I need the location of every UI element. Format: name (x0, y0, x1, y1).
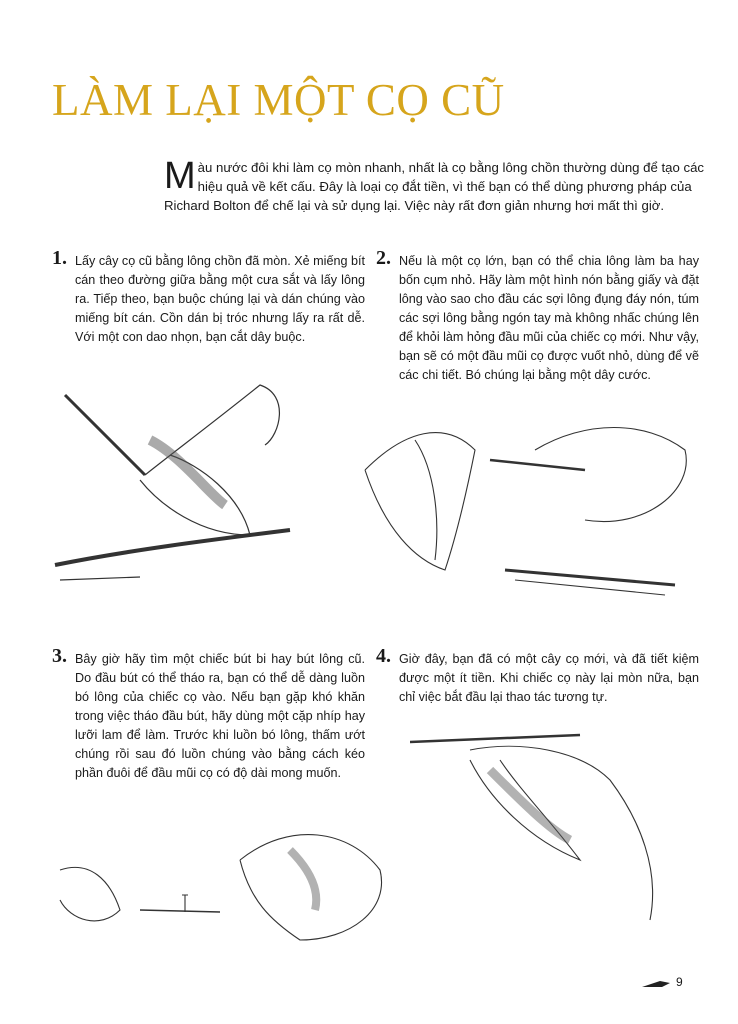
intro-paragraph (164, 155, 709, 215)
step-3 (52, 645, 365, 783)
step-4 (376, 645, 699, 707)
page-ornament-icon (640, 975, 676, 991)
illustration-hand-brush-4 (410, 720, 690, 940)
step-2 (376, 247, 699, 385)
illustration-hands-cone (345, 410, 725, 600)
page-title: LÀM LẠI MỘT CỌ CŨ (52, 75, 505, 125)
step-text: Lấy cây cọ cũ bằng lông chồn đã mòn. Xẻ miếng bít cán theo đường giữa bằng một cưa sắt và lấy lông ra. Tiếp theo, bạn buộc chúng lại và dán chúng vào miếng bít cán. Cồn dán bị tróc nhưng lấy ra rất dễ. Với một con dao nhọn, bạn cắt dây buộc. (75, 254, 365, 344)
intro-text: àu nước đôi khi làm cọ mòn nhanh, nhất là cọ bằng lông chồn thường dùng để tạo các hiệu quả về kết cấu. Đây là loại cọ đắt tiền, vì thế bạn có thể dùng phương pháp của Richard Bolton để chế lại và sử dụng lại. Việc này rất đơn giản nhưng hơi mất thì giờ. (164, 160, 705, 213)
step-text: Giờ đây, bạn đã có một cây cọ mới, và đã tiết kiệm được một ít tiền. Khi chiếc cọ này lại mòn nữa, bạn chỉ việc bắt đầu lại thao tác tương tự. (399, 652, 699, 704)
step-1 (52, 247, 365, 347)
step-text: Nếu là một cọ lớn, bạn có thể chia lông làm ba hay bốn cụm nhỏ. Hãy làm một hình nón bằng giấy và đặt lông vào sao cho đầu các sợi lông đụng đáy nón, túm các sợi lông bằng ngón tay mà không nhấc chúng lên để khỏi làm hỏng đầu mũi của chiếc cọ mới. Như vậy, bạn sẽ có một đầu mũi cọ được vuốt nhỏ, dùng để vẽ các chi tiết. Bó chúng lại bằng một dây cước. (399, 254, 699, 382)
page-number: 9 (676, 975, 683, 989)
step-number: 2. (376, 247, 391, 269)
drop-cap: M (164, 155, 196, 197)
illustration-hands-pen (50, 800, 430, 960)
step-number: 1. (52, 247, 67, 269)
step-number: 3. (52, 645, 67, 667)
step-number: 4. (376, 645, 391, 667)
illustration-hand-brush-1 (50, 365, 340, 605)
step-text: Bây giờ hãy tìm một chiếc bút bi hay bút lông cũ. Do đầu bút có thể tháo ra, bạn có thể dễ dàng luồn bó lông của chiếc cọ vào. Nếu bạn gặp khó khăn trong việc tháo đầu bút, hãy dùng một cặp nhíp hay lưỡi lam để làm. Trước khi luồn bó lông, thấm ướt chúng rồi sau đó luồn chúng vào bằng cách kéo phần đuôi để đầu mũi cọ có độ dài mong muốn. (75, 652, 365, 780)
